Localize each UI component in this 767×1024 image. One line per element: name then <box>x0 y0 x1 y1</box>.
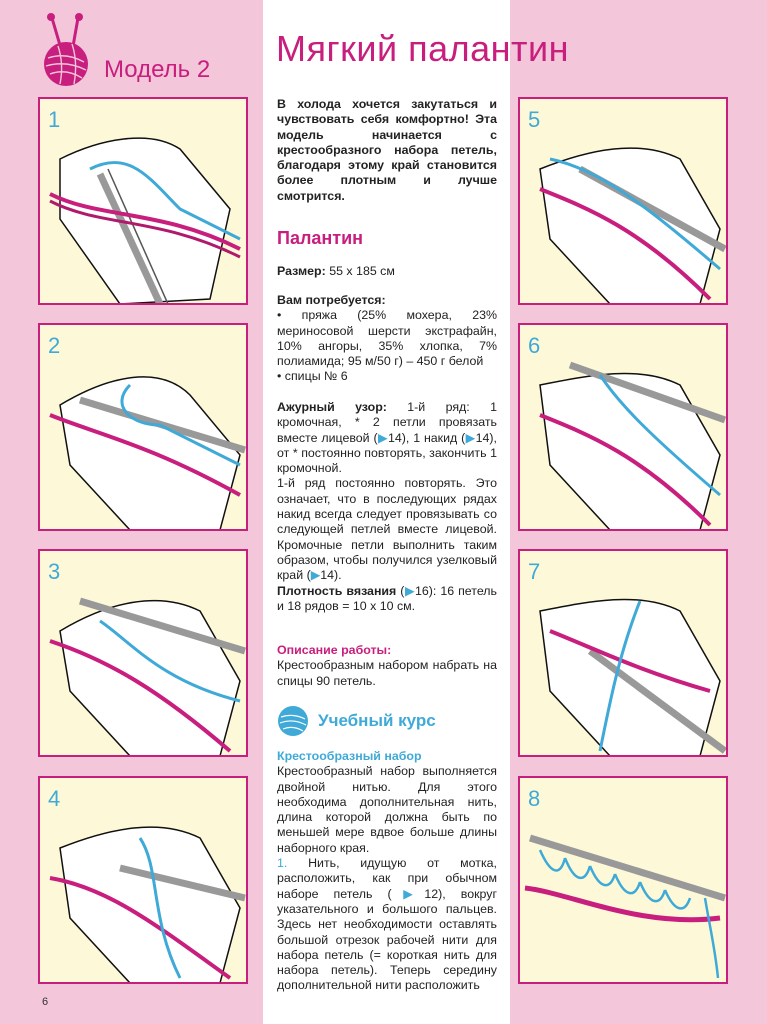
step-marker: 1. <box>277 856 288 871</box>
ref-arrow-icon: ▶ <box>377 430 388 445</box>
pattern-label: Ажурный узор: <box>277 400 387 414</box>
ref-arrow-icon: ▶ <box>404 583 415 598</box>
materials-label: Вам потребуется: <box>277 293 386 307</box>
density-text: ): 16 петель и 18 рядов = 10 х 10 см. <box>277 583 497 613</box>
step-number: 1 <box>48 107 61 132</box>
step-number: 3 <box>48 559 61 584</box>
ref-number: 14 <box>475 430 490 445</box>
step-number: 2 <box>48 333 61 358</box>
course-subtitle: Крестообразный набор <box>277 749 422 763</box>
step-panel-4 <box>38 776 248 984</box>
hand-illustration <box>520 551 728 757</box>
ref-arrow-icon: ▶ <box>391 886 425 901</box>
model-label: Модель 2 <box>104 56 211 83</box>
step-panel-6 <box>518 323 728 531</box>
hand-illustration <box>40 325 248 531</box>
materials-item: • пряжа (25% мохера, 23% мериносовой шерсти экстрафайн, 10% ангоры, 35% хлопка, 7% полиамида; 95 м/50 г) – 450 г белой <box>277 308 497 369</box>
hand-illustration <box>520 99 728 305</box>
step-panel-7 <box>518 549 728 757</box>
step-panel-1 <box>38 97 248 305</box>
work-block <box>277 643 497 689</box>
pattern-text: ). <box>334 568 342 583</box>
course-paragraph: Крестообразный набор выполняется двойной нитью. Для этого необходима дополнительная нить, длина которой должна быть по меньшей мере вдвое больше длины наборного края. <box>277 764 497 855</box>
ref-arrow-icon: ▶ <box>465 430 476 445</box>
step-panel-5 <box>518 97 728 305</box>
page-number: 6 <box>42 996 49 1008</box>
pattern-text: 1-й ряд постоянно повторять. Это означает, что в последующих рядах накид всегда следует провязывать со следующей петлей вместе лицевой. Кромочные петли выполнить таким образом, чтобы получился узелковый край ( <box>277 476 497 583</box>
size-value: 55 х 185 см <box>325 264 395 278</box>
step-number: 7 <box>528 559 541 584</box>
ref-number: 12 <box>424 886 439 901</box>
density-label: Плотность вязания <box>277 583 397 598</box>
stitches-illustration <box>520 778 728 984</box>
step-panel-3 <box>38 549 248 757</box>
density-text: ( <box>396 583 405 598</box>
step-number: 4 <box>48 786 61 811</box>
step-panel-8 <box>518 776 728 984</box>
ref-number: 16 <box>415 583 429 598</box>
materials-item: • спицы № 6 <box>277 369 497 384</box>
ref-number: 14 <box>320 568 335 583</box>
work-label: Описание работы: <box>277 643 392 657</box>
pattern-text: 1-й ряд: 1 кромочная, * 2 петли провязать вместе лицевой ( <box>277 400 497 445</box>
intro-text: В холода хочется закутаться и чувствовать себя комфортно! Эта модель начинается с крестообразного набора петель, благодаря этому край становится более плотным и лучше смотрится. <box>277 97 497 203</box>
course-title: Учебный курс <box>318 711 436 730</box>
step-number: 6 <box>528 333 541 358</box>
pattern-text: ), от * постоянно повторять, закончить 1 кромочной. <box>277 430 497 476</box>
hand-illustration <box>40 778 248 984</box>
course-block <box>277 749 497 994</box>
pattern-block <box>277 400 497 614</box>
step-number: 5 <box>528 107 541 132</box>
page-title: Мягкий палантин <box>276 28 569 69</box>
hand-illustration <box>520 325 728 531</box>
ref-arrow-icon: ▶ <box>310 568 321 583</box>
hand-illustration <box>40 99 248 305</box>
course-text: Нить, идущую от мотка, расположить, как при обычном наборе петель ( <box>277 856 497 901</box>
yarn-ball-icon <box>38 12 98 87</box>
ref-number: 14 <box>387 430 402 445</box>
step-panel-2 <box>38 323 248 531</box>
size-line <box>277 264 497 279</box>
pattern-text: ), 1 накид ( <box>401 430 466 445</box>
course-text: ), вокруг указательного и большого пальцев. Здесь нет необходимости оставлять большой отрезок рабочей нити для набора петель (= короткая нить для набора петель). Теперь середину дополнительной нити расположить <box>277 886 498 993</box>
hand-illustration <box>40 551 248 757</box>
size-label: Размер: <box>277 264 326 278</box>
materials-block <box>277 293 497 385</box>
step-number: 8 <box>528 786 541 811</box>
section-title: Палантин <box>277 228 364 248</box>
yarn-ball-icon <box>277 705 309 737</box>
work-text: Крестообразным набором набрать на спицы 90 петель. <box>277 658 497 688</box>
